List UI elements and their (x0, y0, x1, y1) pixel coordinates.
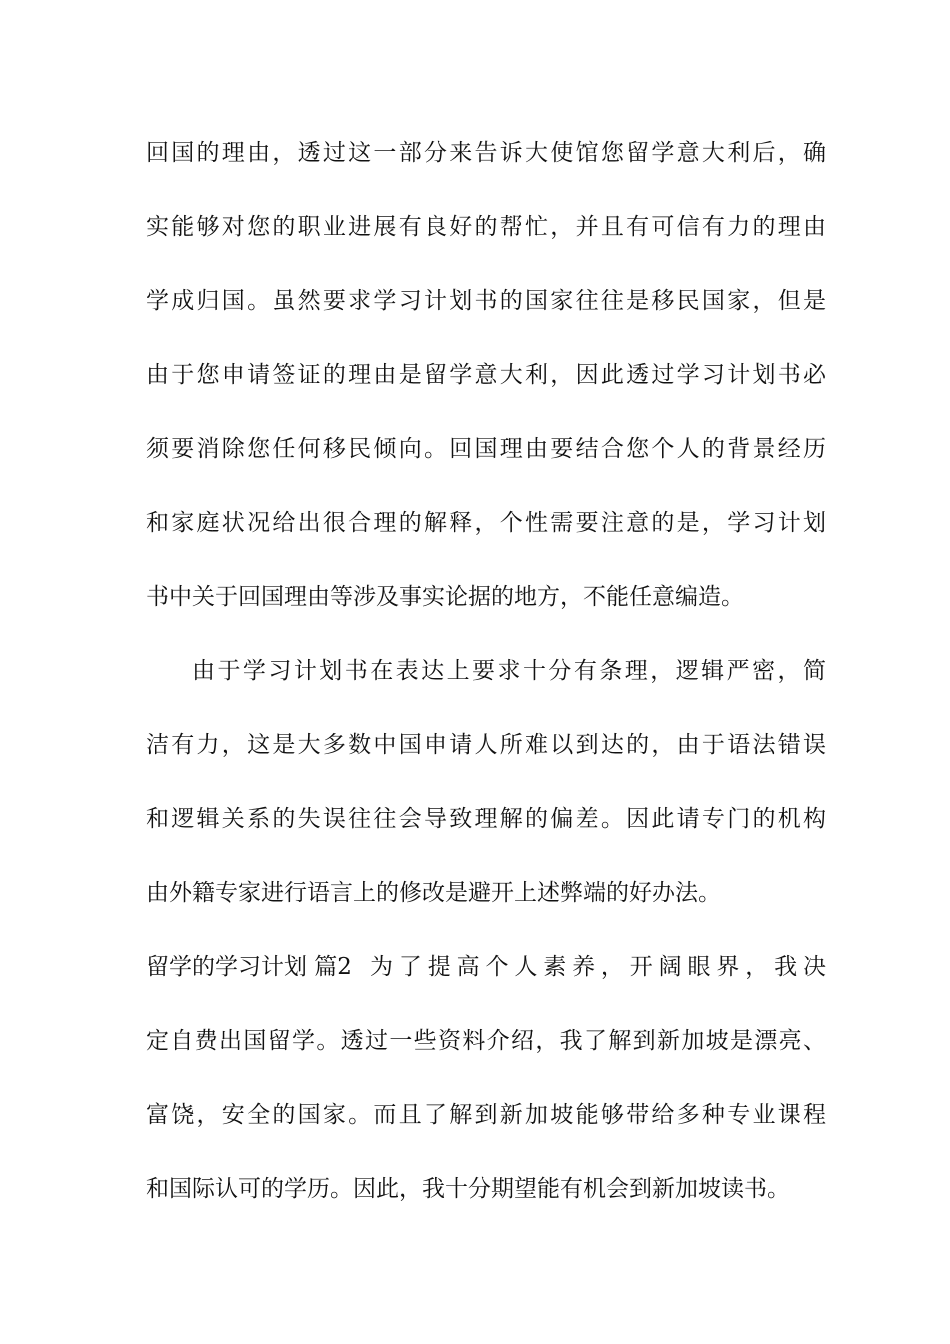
section-title: 留学的学习计划 篇2 (146, 954, 352, 980)
text-line: 为了提高个人素养，开阔眼界，我决 (370, 954, 826, 980)
text-line: 由于学习计划书在表达上要求十分有条理，逻辑严密，简 (192, 658, 826, 684)
section-study-plan-2 (146, 930, 826, 1226)
text-line: 和国际认可的学历。因此，我十分期望能有机会到新加坡读书。 (146, 1176, 790, 1202)
text-line: 须要消除您任何移民倾向。回国理由要结合您个人的背景经历 (146, 436, 826, 462)
paragraph-language-editing (146, 634, 826, 930)
text-line: 实能够对您的职业进展有良好的帮忙，并且有可信有力的理由 (146, 214, 826, 240)
text-line: 和家庭状况给出很合理的解释，个性需要注意的是，学习计划 (146, 510, 826, 536)
text-line: 书中关于回国理由等涉及事实论据的地方，不能任意编造。 (146, 584, 744, 610)
section-heading-line (146, 930, 826, 1004)
text-line: 回国的理由，透过这一部分来告诉大使馆您留学意大利后，确 (146, 140, 826, 166)
text-line: 富饶，安全的国家。而且了解到新加坡能够带给多种专业课程 (146, 1102, 826, 1128)
text-line: 和逻辑关系的失误往往会导致理解的偏差。因此请专门的机构 (146, 806, 826, 832)
document-body (146, 116, 826, 1226)
text-line: 由外籍专家进行语言上的修改是避开上述弊端的好办法。 (146, 880, 721, 906)
text-line: 洁有力，这是大多数中国申请人所难以到达的，由于语法错误 (146, 732, 826, 758)
text-line: 定自费出国留学。透过一些资料介绍，我了解到新加坡是漂亮、 (146, 1028, 826, 1054)
text-line: 由于您申请签证的理由是留学意大利，因此透过学习计划书必 (146, 362, 826, 388)
text-line: 学成归国。虽然要求学习计划书的国家往往是移民国家，但是 (146, 288, 826, 314)
paragraph-return-reasons (146, 116, 826, 634)
